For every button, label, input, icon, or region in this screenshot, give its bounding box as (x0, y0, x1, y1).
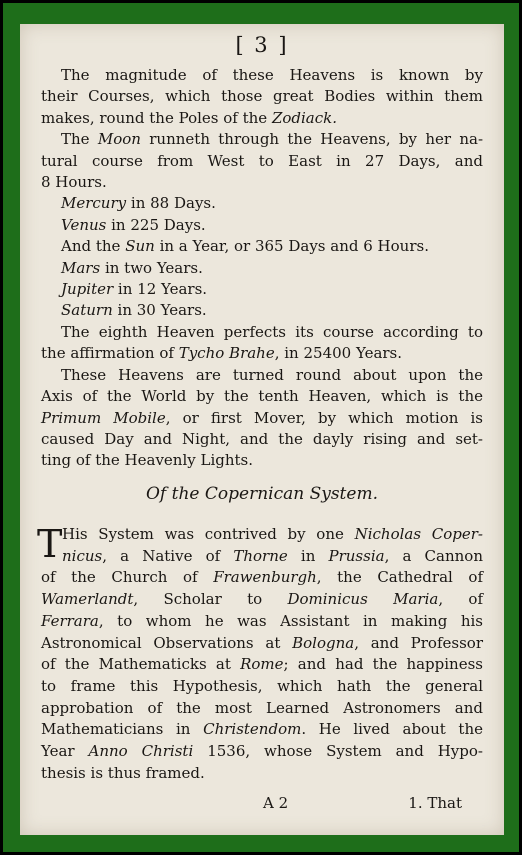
text-line: 8 Hours. (41, 173, 107, 192)
moon-term: Moon (97, 130, 141, 149)
signature-mark: A 2 (263, 794, 289, 812)
text-line: Ferrara, to whom he was Assistant in making his (41, 611, 483, 630)
text-line: tural course from West to East in 27 Days, and (41, 151, 483, 170)
text-line: Mathematicians in Christendom. He lived about the (41, 720, 483, 739)
planet-line-venus: Venus in 225 Days. (61, 215, 206, 234)
text-line: The Moon runneth through the Heavens, by her na- (61, 130, 484, 149)
catchword: 1. That (408, 794, 462, 812)
text-line: to frame this Hypothesis, which hath the general (41, 676, 483, 695)
text-line: their Courses, which those great Bodies within them (41, 87, 483, 106)
paragraph-heavens (41, 65, 483, 472)
planet-line-jupiter: Jupiter in 12 Years. (61, 280, 208, 299)
text-line: thesis is thus framed. (41, 763, 205, 782)
text-line: of the Church of Frawenburgh, the Cathedral of (41, 568, 484, 587)
planet-line-mercury: Mercury in 88 Days. (61, 194, 216, 213)
page-number: [ 3 ] (235, 33, 289, 57)
text-line: of the Mathematicks at Rome; and had the happiness (41, 655, 483, 674)
text-line: The magnitude of these Heavens is known by (61, 66, 483, 84)
zodiack-term: Zodiack. (271, 108, 337, 127)
green-frame (3, 3, 519, 852)
text-line: approbation of the most Learned Astronomers and (41, 698, 483, 717)
text-line: The eighth Heaven perfects its course according to (61, 322, 483, 341)
section-heading: Of the Copernican System. (146, 484, 378, 504)
text-line: makes, round the Poles of the Zodiack. (41, 108, 337, 127)
text-line: Year Anno Christi 1536, whose System and Hypo- (41, 742, 483, 761)
planet-line-sun: And the Sun in a Year, or 365 Days and 6 Hours. (61, 237, 429, 256)
drop-cap: T (37, 522, 63, 566)
planet-line-saturn: Saturn in 30 Years. (61, 301, 207, 320)
planet-line-mars: Mars in two Years. (61, 258, 203, 277)
text-line: His System was contrived by one Nicholas Coper- (62, 525, 483, 543)
book-page (20, 24, 504, 835)
text-line: the affirmation of Tycho Brahe, in 25400 Years. (41, 344, 403, 363)
text-line: Axis of the World by the tenth Heaven, which is the (41, 387, 483, 406)
text-line: These Heavens are turned round about upon the (61, 365, 483, 384)
text-line: caused Day and Night, and the dayly rising and set- (41, 429, 483, 448)
text-line: ting of the Heavenly Lights. (41, 451, 254, 470)
text-line: Astronomical Observations at Bologna, and Professor (41, 633, 483, 652)
text-line: Primum Mobile, or first Mover, by which motion is (41, 408, 483, 427)
text-line: Wamerlandt, Scholar to Dominicus Maria, of (41, 590, 483, 609)
text-line: nicus, a Native of Thorne in Prussia, a Cannon (62, 546, 483, 565)
paragraph-copernicus (37, 522, 484, 784)
